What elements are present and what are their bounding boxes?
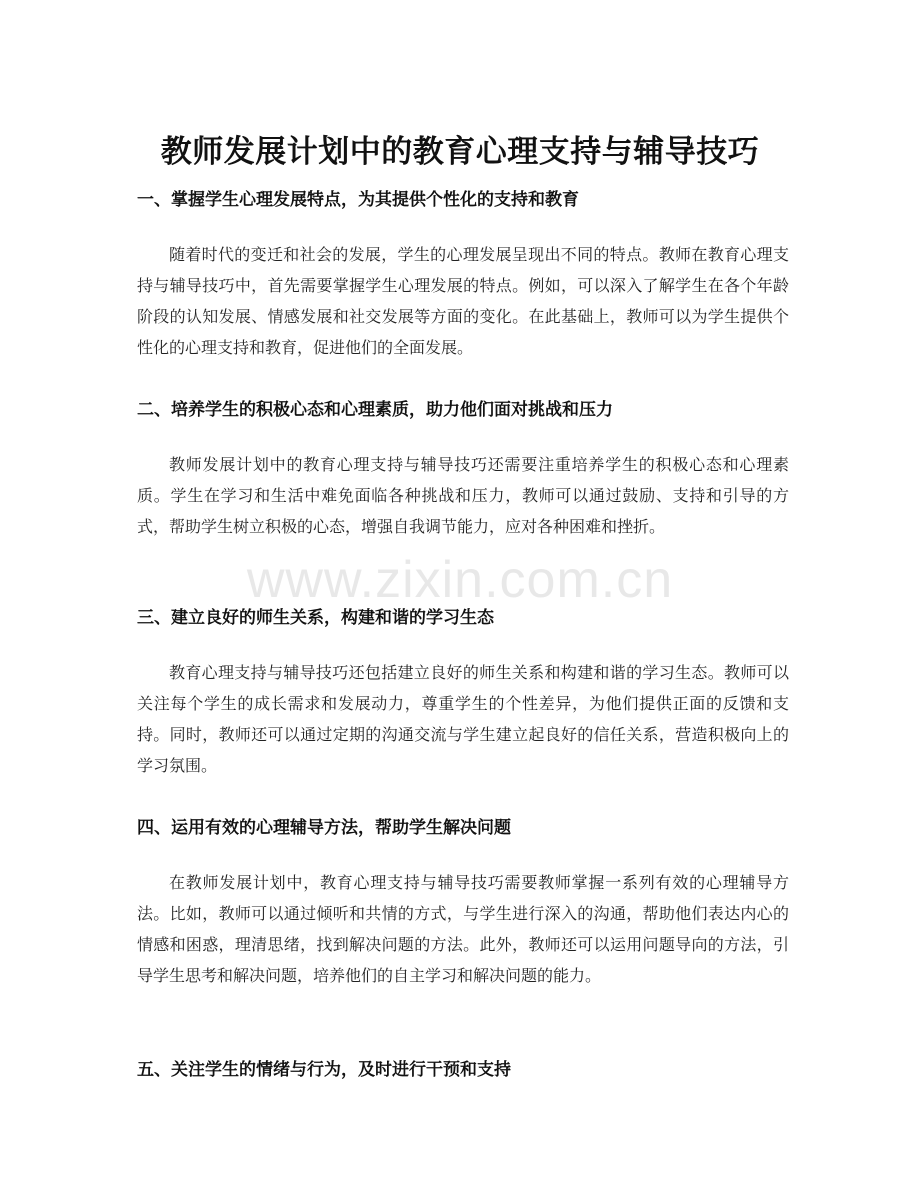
- document-title: 教师发展计划中的教育心理支持与辅导技巧: [160, 133, 760, 170]
- section-4: [137, 815, 789, 991]
- section-2: [137, 397, 789, 542]
- section-1: [137, 187, 789, 363]
- watermark: www.zixin.com.cn: [246, 551, 674, 609]
- section-heading: 四、运用有效的心理辅导方法，帮助学生解决问题: [137, 818, 511, 838]
- section-5: [137, 1057, 789, 1083]
- section-paragraph: 教师发展计划中的教育心理支持与辅导技巧还需要注重培养学生的积极心态和心理素质。学生在学习和生活中难免面临各种挑战和压力，教师可以通过鼓励、支持和引导的方式，帮助学生树立积极的心态，增强自我调节能力，应对各种困难和挫折。: [137, 455, 789, 536]
- section-paragraph: 随着时代的变迁和社会的发展，学生的心理发展呈现出不同的特点。教师在教育心理支持与辅导技巧中，首先需要掌握学生心理发展的特点。例如，可以深入了解学生在各个年龄阶段的认知发展、情感发展和社交发展等方面的变化。在此基础上，教师可以为学生提供个性化的心理支持和教育，促进他们的全面发展。: [137, 245, 789, 357]
- section-paragraph: 教育心理支持与辅导技巧还包括建立良好的师生关系和构建和谐的学习生态。教师可以关注每个学生的成长需求和发展动力，尊重学生的个性差异，为他们提供正面的反馈和支持。同时，教师还可以通过定期的沟通交流与学生建立起良好的信任关系，营造积极向上的学习氛围。: [137, 663, 789, 775]
- section-heading: 二、培养学生的积极心态和心理素质，助力他们面对挑战和压力: [137, 400, 613, 420]
- section-3: [137, 605, 789, 781]
- section-heading: 五、关注学生的情绪与行为，及时进行干预和支持: [137, 1060, 511, 1080]
- section-heading: 三、建立良好的师生关系，构建和谐的学习生态: [137, 608, 494, 628]
- section-heading: 一、掌握学生心理发展特点，为其提供个性化的支持和教育: [137, 190, 579, 210]
- section-paragraph: 在教师发展计划中，教育心理支持与辅导技巧需要教师掌握一系列有效的心理辅导方法。比如，教师可以通过倾听和共情的方式，与学生进行深入的沟通，帮助他们表达内心的情感和困惑，理清思绪，找到解决问题的方法。此外，教师还可以运用问题导向的方法，引导学生思考和解决问题，培养他们的自主学习和解决问题的能力。: [137, 873, 789, 985]
